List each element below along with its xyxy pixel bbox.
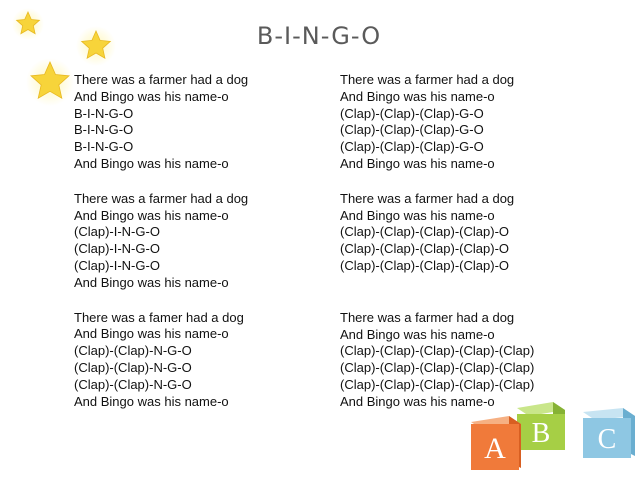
lyric-line: And Bingo was his name-o	[74, 326, 229, 342]
lyric-line: And Bingo was his name-o	[340, 393, 495, 409]
lyric-line: (Clap)-(Clap)-(Clap)-G-O	[340, 139, 484, 155]
block-c-icon	[583, 408, 635, 458]
lyric-line: And Bingo was his name-o	[74, 207, 229, 223]
lyric-line: (Clap)-(Clap)-N-G-O	[74, 343, 192, 359]
verse	[74, 191, 324, 292]
lyric-line: B-I-N-G-O	[74, 122, 134, 138]
lyric-line: (Clap)-(Clap)-N-G-O	[74, 376, 192, 392]
page-title: B-I-N-G-O	[256, 22, 382, 50]
lyrics-right-column	[340, 72, 600, 429]
lyric-line: There was a farmer had a dog	[340, 309, 515, 325]
svg-text:A: A	[484, 432, 506, 465]
lyric-line: There was a farmer had a dog	[340, 72, 515, 87]
lyric-line: (Clap)-I-N-G-O	[74, 257, 160, 273]
star-icon	[26, 58, 74, 106]
lyric-line: (Clap)-(Clap)-(Clap)-(Clap)-(Clap)	[340, 343, 535, 359]
lyric-line: (Clap)-(Clap)-(Clap)-(Clap)-O	[340, 241, 510, 257]
lyric-line: (Clap)-(Clap)-(Clap)-G-O	[340, 122, 484, 138]
verse	[340, 310, 600, 411]
lyric-line: There was a farmer had a dog	[74, 72, 249, 87]
verse	[340, 191, 600, 275]
block-b-icon	[517, 402, 565, 450]
lyric-line: (Clap)-(Clap)-(Clap)-(Clap)-(Clap)	[340, 376, 535, 392]
verse	[74, 72, 324, 173]
lyric-line: (Clap)-I-N-G-O	[74, 224, 160, 240]
svg-text:B: B	[531, 418, 551, 449]
lyric-line: And Bingo was his name-o	[340, 207, 495, 223]
lyric-line: (Clap)-(Clap)-(Clap)-(Clap)-O	[340, 257, 510, 273]
block-a-icon	[471, 416, 521, 470]
verse	[74, 310, 324, 411]
lyric-line: (Clap)-(Clap)-(Clap)-(Clap)-O	[340, 224, 510, 240]
lyric-line: And Bingo was his name-o	[74, 88, 229, 104]
lyric-line: (Clap)-(Clap)-(Clap)-G-O	[340, 105, 484, 121]
abc-blocks-decoration	[465, 400, 638, 479]
lyric-line: And Bingo was his name-o	[74, 155, 229, 171]
lyric-line: And Bingo was his name-o	[74, 274, 229, 290]
lyric-line: And Bingo was his name-o	[340, 326, 495, 342]
lyric-line: (Clap)-I-N-G-O	[74, 241, 160, 257]
lyric-line: (Clap)-(Clap)-(Clap)-(Clap)-(Clap)	[340, 360, 535, 376]
lyric-line: B-I-N-G-O	[74, 105, 134, 121]
lyric-line: There was a farmer had a dog	[340, 190, 515, 206]
lyric-line: And Bingo was his name-o	[340, 155, 495, 171]
lyric-line: There was a farmer had a dog	[74, 190, 249, 206]
lyric-line: And Bingo was his name-o	[340, 88, 495, 104]
verse	[340, 72, 600, 173]
lyrics-left-column	[74, 72, 324, 428]
lyric-line: And Bingo was his name-o	[74, 393, 229, 409]
lyric-line: There was a famer had a dog	[74, 309, 244, 325]
lyric-line: B-I-N-G-O	[74, 139, 134, 155]
svg-text:C: C	[597, 424, 617, 455]
lyric-line: (Clap)-(Clap)-N-G-O	[74, 359, 192, 375]
